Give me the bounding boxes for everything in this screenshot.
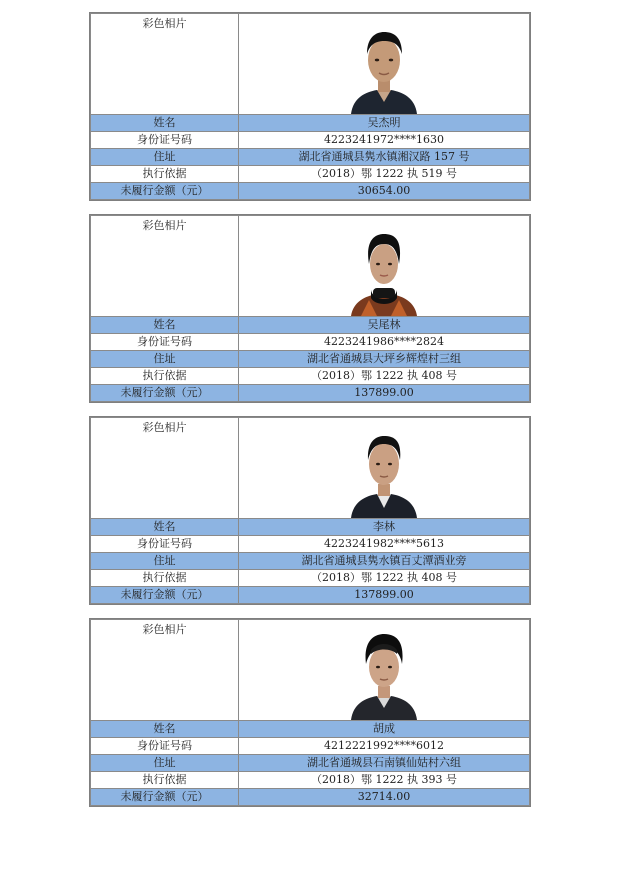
amount-value: 137899.00	[239, 385, 530, 402]
amount-label: 未履行金额（元）	[91, 385, 239, 402]
address-value: 湖北省通城县隽水镇百丈潭酒业旁	[239, 553, 530, 570]
id-value: 4223241986****2824	[239, 334, 530, 351]
photo-label: 彩色相片	[142, 623, 187, 636]
photo-label-cell	[91, 418, 239, 519]
photo-cell	[239, 216, 530, 317]
address-value: 湖北省通城县石南镇仙姑村六组	[239, 755, 530, 772]
basis-value: （2018）鄂 1222 执 519 号	[239, 166, 530, 183]
id-value: 4212221992****6012	[239, 738, 530, 755]
photo-cell	[239, 418, 530, 519]
name-label: 姓名	[91, 317, 239, 334]
address-label: 住址	[91, 149, 239, 166]
id-label: 身份证号码	[91, 536, 239, 553]
photo-label-cell	[91, 216, 239, 317]
record-card	[89, 618, 531, 807]
name-label: 姓名	[91, 519, 239, 536]
name-value: 吴杰明	[239, 115, 530, 132]
name-value: 吴尾林	[239, 317, 530, 334]
id-label: 身份证号码	[91, 132, 239, 149]
amount-value: 137899.00	[239, 587, 530, 604]
person-photo	[347, 224, 421, 316]
record-table	[90, 619, 530, 806]
basis-value: （2018）鄂 1222 执 408 号	[239, 570, 530, 587]
id-value: 4223241982****5613	[239, 536, 530, 553]
basis-label: 执行依据	[91, 368, 239, 385]
address-label: 住址	[91, 351, 239, 368]
address-label: 住址	[91, 755, 239, 772]
person-photo	[347, 426, 421, 518]
photo-cell	[239, 620, 530, 721]
amount-value: 30654.00	[239, 183, 530, 200]
record-table	[90, 13, 530, 200]
amount-label: 未履行金额（元）	[91, 587, 239, 604]
record-card	[89, 416, 531, 605]
name-value: 李林	[239, 519, 530, 536]
id-value: 4223241972****1630	[239, 132, 530, 149]
id-label: 身份证号码	[91, 738, 239, 755]
basis-value: （2018）鄂 1222 执 408 号	[239, 368, 530, 385]
name-value: 胡成	[239, 721, 530, 738]
person-photo	[347, 628, 421, 720]
person-photo	[347, 22, 421, 114]
photo-label: 彩色相片	[142, 219, 187, 232]
record-table	[90, 417, 530, 604]
id-label: 身份证号码	[91, 334, 239, 351]
photo-label-cell	[91, 620, 239, 721]
record-card	[89, 12, 531, 201]
address-value: 湖北省通城县隽水镇湘汉路 157 号	[239, 149, 530, 166]
photo-label: 彩色相片	[142, 421, 187, 434]
photo-label-cell	[91, 14, 239, 115]
amount-value: 32714.00	[239, 789, 530, 806]
basis-label: 执行依据	[91, 166, 239, 183]
amount-label: 未履行金额（元）	[91, 789, 239, 806]
name-label: 姓名	[91, 115, 239, 132]
photo-label: 彩色相片	[142, 17, 187, 30]
basis-value: （2018）鄂 1222 执 393 号	[239, 772, 530, 789]
address-label: 住址	[91, 553, 239, 570]
address-value: 湖北省通城县大坪乡辉煌村三组	[239, 351, 530, 368]
record-card	[89, 214, 531, 403]
name-label: 姓名	[91, 721, 239, 738]
amount-label: 未履行金额（元）	[91, 183, 239, 200]
basis-label: 执行依据	[91, 570, 239, 587]
record-table	[90, 215, 530, 402]
photo-cell	[239, 14, 530, 115]
basis-label: 执行依据	[91, 772, 239, 789]
